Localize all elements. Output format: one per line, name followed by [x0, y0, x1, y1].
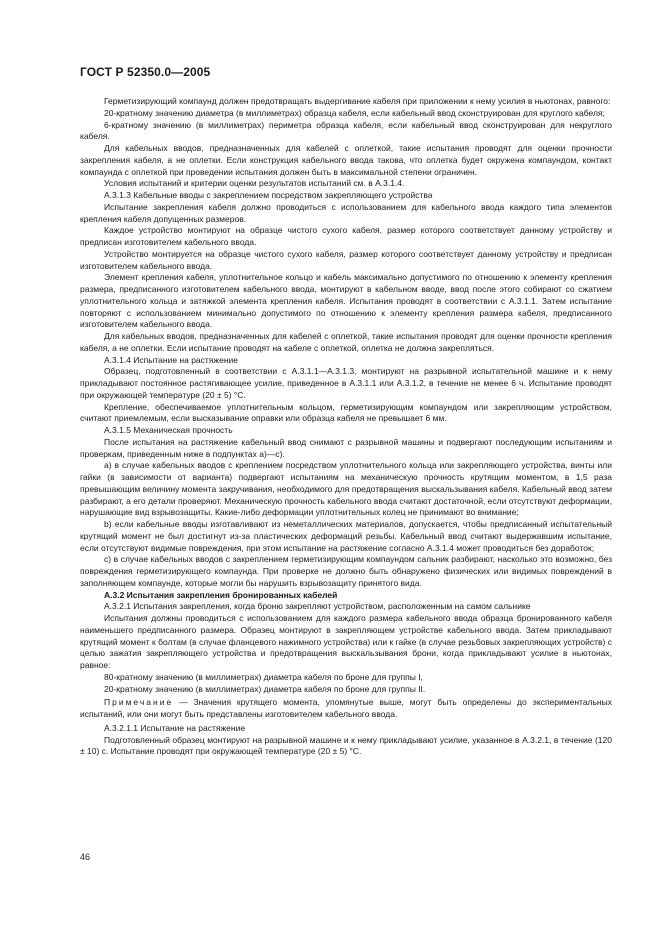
section-heading: А.3.1.5 Механическая прочность — [104, 425, 233, 435]
paragraph: Герметизирующий компаунд должен предотвращать выдергивание кабеля при приложении к нему усилия в ньютонах, равного: — [104, 96, 611, 106]
section-heading: А.3.2.1 Испытания закрепления, когда броню закрепляют устройством, расположенным на самом сальнике — [104, 601, 531, 612]
paragraph: 20-кратному значению (в миллиметрах) диаметра кабеля по броне для группы II. — [104, 683, 426, 694]
paragraph: После испытания на растяжение кабельный ввод снимают с разрывной машины и подвергают последующим испытаниям и проверкам, приведенным ниже в подпунктах а)—с). — [80, 436, 612, 459]
section-heading-bold: А.3.2 Испытания закрепления бронированных кабелей — [104, 589, 338, 600]
paragraph: Каждое устройство монтируют на образце чистого сухого кабеля, размер которого соответствует данному устройству и предписан изготовителем кабельного ввода. — [80, 225, 612, 247]
paragraph: Для кабельных вводов, предназначенных для кабелей с оплеткой, такие испытания проводят для оценки прочности закрепления кабеля, а не оплетки. Если конструкция кабельного ввода такова, что оплетка будет окружена компаундом, контакт компаунда с оплеткой при проведении испытания должен быть в максимальной степени ограничен. — [80, 143, 612, 177]
paragraph: Испытания должны проводиться с использованием для каждого размера кабельного ввода образца бронированного кабеля наименьшего предписанного размера. Образец монтируют в закрепляющем устройстве кабельного ввода. Затем прикладывают крутящий момент к болтам (в случае фланцевого нажимного устройства) или к гайке (в случае резьбовых закрепляющих устройств) с целью зажатия закрепляющего устройства и предотвращения выскальзывания брони, когда прикладывают усилие в ньютонах, равное: — [80, 613, 612, 670]
paragraph: Элемент крепления кабеля, уплотнительное кольцо и кабель максимально допустимого по отношению к элементу крепления размера, предписанного изготовителем кабельного ввода, монтируют в кабельном вводе, ввод после этого собирают со сжатием уплотнительного кольца и затяжкой элемента крепления кабеля. Испытания проводят в соответствии с А.3.1.1. Затем испытание повторяют с использованием минимально допустимого по отношению к элементу крепления размера кабеля, предписанного изготовителем кабельного ввода. — [80, 272, 612, 330]
section-heading: А.3.1.3 Кабельные вводы с закреплением посредством закрепляющего устройства — [104, 190, 433, 200]
list-item: b) если кабельные вводы изготавливают из неметаллических материалов, допускается, чтобы предписанный испытательный крутящий момент не был достигнут из-за пластических деформаций резьбы. Кабельный ввод считают выдержавшим испытание, если отсутствуют видимые повреждения, при этом испытание на растяжение согласно А.3.1.4 может проводиться без доработок; — [80, 519, 612, 553]
paragraph: 80-кратному значению (в миллиметрах) диаметра кабеля по броне для группы I, — [104, 671, 423, 682]
standard-header: ГОСТ Р 52350.0—2005 — [80, 65, 211, 79]
paragraph: Для кабельных вводов, предназначенных для кабелей с оплеткой, такие испытания проводят для оценки прочности крепления кабеля, а не оплетки. Если испытание проводят на кабеле с оплеткой, оплетка не должна закрепляться. — [80, 331, 612, 353]
paragraph: Условия испытаний и критерии оценки результатов испытаний см. в А.3.1.4. — [104, 178, 405, 189]
paragraph: 6-кратному значению (в миллиметрах) периметра образца кабеля, если кабельный ввод сконструирован для некруглого кабеля. — [80, 119, 612, 142]
paragraph: Подготовленный образец монтируют на разрывной машине и к нему прикладывают усилие, указанное в А.3.2.1, в течение (120 ± 10) с. Испытание проводят при окружающей температуре (20 ± 5) °С. — [80, 734, 612, 757]
paragraph: Крепление, обеспечиваемое уплотнительным кольцом, герметизирующим компаундом или закрепляющим устройством, считают приемлемым, если высказывание оправки или образца кабеля не превышает 6 мм. — [80, 401, 612, 424]
section-heading: А.3.1.4 Испытание на растяжение — [104, 354, 238, 365]
note-label: Примечание — [104, 697, 174, 708]
paragraph: Испытание закрепления кабеля должно проводиться с использованием для кабельного ввода каждого типа элементов крепления кабеля допущенных размеров. — [80, 201, 612, 224]
list-item: а) в случае кабельных вводов с креплением посредством уплотнительного кольца или закрепляющего устройства, винты или гайки (в зависимости от варианта) подвергают испытаниям на механическую прочность крутящим моментом, в 1,5 раза превышающим величину момента закручивания, необходимого для предотвращения выскальзывания кабеля. Кабельный ввод затем разбирают, а его детали проверяют. Механическую прочность кабельного ввода считают достаточной, если отсутствуют деформации, нарушающие вид взрывозащиты. Какие-либо деформации уплотнительных колец не принимают во внимание; — [80, 460, 612, 518]
paragraph: Образец, подготовленный в соответствии с А.3.1.1—А.3.1.3, монтируют на разрывной испытательной машине и к нему прикладывают постоянное растягивающее усилие, приведенное в А.3.1.1 или А.3.1.2, в течение не менее 6 ч. Испытание проводят при окружающей температуре (20 ± 5) °С. — [80, 366, 612, 400]
note-text: — Значения крутящего момента, упомянутые выше, могут быть определены до экспериментальных испытаний, или они могут быть представлены изготовителем кабельного ввода. — [80, 697, 612, 719]
list-item: с) в случае кабельных вводов с закреплением герметизирующим компаундом сальник разбирают, насколько это возможно, без повреждения герметизирующего компаунда. При проверке не должно быть обнаружено физических или видимых повреждений в заполняющем компаунде, которые могли бы нарушить взрывозащиту принятого вида. — [80, 554, 612, 588]
note-paragraph — [80, 697, 612, 721]
paragraph: 20-кратному значению диаметра (в миллиметрах) образца кабеля, если кабельный ввод сконструирован для круглого кабеля; — [104, 107, 605, 118]
section-heading: А.3.2.1.1 Испытание на растяжение — [104, 722, 246, 733]
page-number: 46 — [80, 852, 91, 862]
document-body — [80, 96, 612, 758]
paragraph: Устройство монтируется на образце чистого сухого кабеля, размер которого соответствует данному устройству и предписан изготовителем кабельного ввода. — [80, 248, 612, 271]
